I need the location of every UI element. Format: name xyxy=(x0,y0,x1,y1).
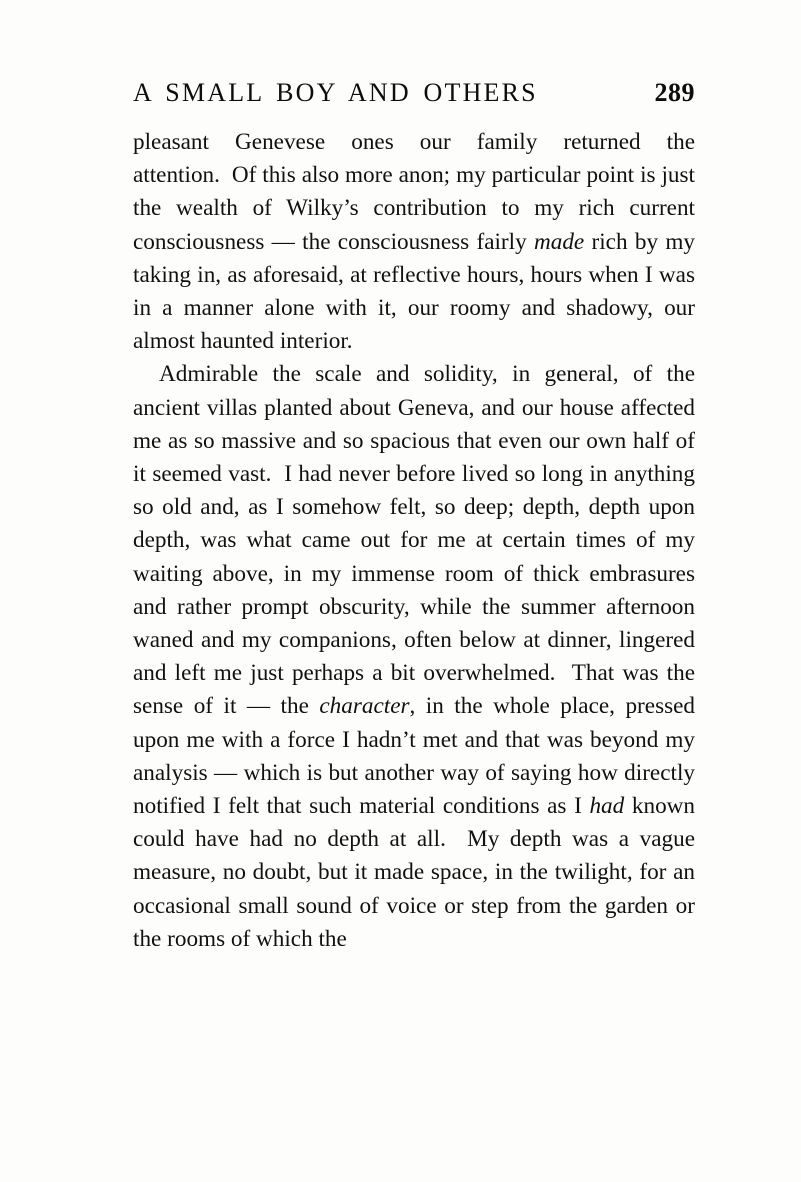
text-run: , in the whole place, pressed upon me with a force I hadn’t met and that was beyond my analysis — which is but another way of saying how directly notified I felt that such material conditions as I xyxy=(133,693,695,820)
text-run: rich by my taking in, as aforesaid, at reflective hours, hours when I was in a manner alone with it, our roomy and shadowy, our almost haunted interior. xyxy=(133,228,695,355)
paragraph xyxy=(133,126,695,358)
text-run: known could have had no depth at all. My depth was a vague measure, no doubt, but it made space, in the twilight, for an occasional small sound of voice or step from the garden or the rooms of which the xyxy=(133,793,696,952)
text-run: pleasant Genevese ones our family returned the attention. Of this also more anon; my particular point is just the wealth of Wilky’s contribution to my rich current consciousness — the consciousness fairly xyxy=(133,129,695,255)
emphasis-text: had xyxy=(589,793,625,820)
emphasis-text: made xyxy=(533,228,585,255)
text-run: Admirable the scale and solidity, in general, of the ancient villas planted about Geneva, and our house affected me as so massive and so spacious that even our own half of it seemed vast. I had never before lived so long in anything so old and, as I somehow felt, so deep; depth, depth upon depth, was what came out for me at certain times of my waiting above, in my immense room of thick embrasures and rather prompt obscurity, while the summer afternoon waned and my companions, often below at dinner, lingered and left me just perhaps a bit overwhelmed. That was the sense of it — the xyxy=(133,361,695,720)
page-header xyxy=(133,78,695,108)
running-title: A SMALL BOY AND OTHERS xyxy=(133,78,538,107)
emphasis-text: character xyxy=(319,693,410,720)
paragraph xyxy=(133,358,695,956)
page-body xyxy=(133,126,695,956)
page-number: 289 xyxy=(654,78,695,107)
